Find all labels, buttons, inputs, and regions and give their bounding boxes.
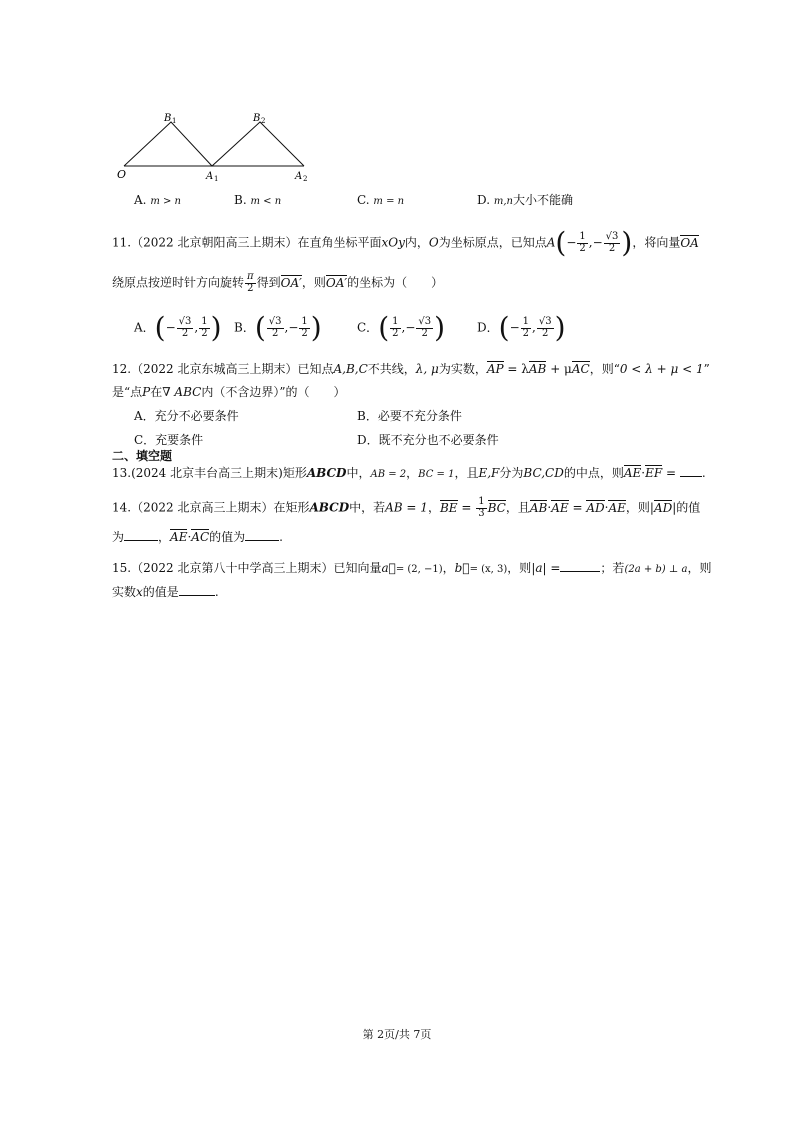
figure-lines <box>124 122 304 166</box>
label-b2-sub: 2 <box>261 117 266 125</box>
q15-source: （2022 北京第八十中学高三上期末） <box>131 561 334 575</box>
q13-line: 13.(2024 北京丰台高三上期末)矩形ABCD中，AB = 2，BC = 1，且E,F分为BC,CD的中点，则AE·EF = . <box>112 466 706 480</box>
label-a1-sub: 1 <box>214 175 219 183</box>
q10-option-d[interactable]: D. m,n大小不能确 <box>477 193 573 207</box>
label-b2: B <box>253 113 261 124</box>
q14-number: 14. <box>112 500 132 515</box>
q13-number: 13. <box>112 466 132 480</box>
q13-answer-blank[interactable] <box>680 465 702 477</box>
label-a2-sub: 2 <box>303 175 308 183</box>
q14-answer-blank-1[interactable] <box>124 529 158 541</box>
q14-source: （2022 北京高三上期末） <box>131 500 274 515</box>
label-o: O <box>117 168 127 181</box>
q13-source: (2024 北京丰台高三上期末) <box>131 466 283 480</box>
q11-line1: 11.（2022 北京朝阳高三上期末）在直角坐标平面xOy内，O为坐标原点，已知点A(− $\frac{1}{2}$ ,− $\frac{√3}{2}$ )，将向量OA <box>112 226 699 259</box>
q14-line2: 为 ，AE·AC的值为 . <box>112 530 283 544</box>
q11-number: 11. <box>112 235 132 250</box>
q10-option-c[interactable]: C. m = n <box>357 193 405 207</box>
q11-option-d[interactable]: D．(− $\frac{1}{2}$ , $\frac{√3}{2}$ ) <box>477 311 566 344</box>
q12-line1: 12.（2022 北京东城高三上期末）已知点A,B,C不共线，λ, μ为实数，AP = λAB + μAC，则“0 < λ + μ < 1” <box>112 362 710 376</box>
q12-source: （2022 北京东城高三上期末） <box>131 362 298 376</box>
q12-option-a[interactable]: A．充分不必要条件 <box>134 409 239 423</box>
q12-option-d[interactable]: D．既不充分也不必要条件 <box>357 433 499 447</box>
q10-option-b[interactable]: B. m < n <box>234 193 282 207</box>
label-b1: B <box>164 113 172 124</box>
triangle-figure <box>112 108 312 188</box>
q15-line2: 实数x的值是 . <box>112 585 219 599</box>
q15-answer-blank-1[interactable] <box>560 560 600 572</box>
page-footer: 第 2页/共 7页 <box>362 1028 432 1041</box>
q12-option-b[interactable]: B．必要不充分条件 <box>357 409 462 423</box>
q11-source: （2022 北京朝阳高三上期末） <box>131 235 298 250</box>
q15-answer-blank-2[interactable] <box>179 584 215 596</box>
label-a1: A <box>206 171 214 182</box>
section-fill-in-title: 二、填空题 <box>112 449 173 463</box>
q14-answer-blank-2[interactable] <box>245 529 279 541</box>
q11-line2: 绕原点按逆时针方向旋转 $\frac{\pi}{2}$ 得到OA′，则OA′的坐标为（ ） <box>112 271 444 294</box>
label-a2: A <box>295 171 303 182</box>
vector-oa: OA <box>680 235 699 250</box>
q11-option-c[interactable]: C．( $\frac{1}{2}$ ,− $\frac{√3}{2}$ ) <box>357 311 446 344</box>
q11-option-a[interactable]: A．(− $\frac{√3}{2}$ , $\frac{1}{2}$ ) <box>134 311 222 344</box>
q15-line1: 15.（2022 北京第八十中学高三上期末）已知向量a⃗= (2, −1)，b⃗= (x, 3)，则|a| = ；若(2a + b) ⊥ a，则 <box>112 561 712 575</box>
q12-number: 12. <box>112 362 132 376</box>
q15-number: 15. <box>112 561 132 575</box>
q11-option-b[interactable]: B．( $\frac{√3}{2}$ ,− $\frac{1}{2}$ ) <box>234 311 322 344</box>
q14-line1: 14.（2022 北京高三上期末）在矩形ABCD中，若AB = 1，BE = $\frac{1}{3}$ BC，且AB·AE = AD·AE，则|AD|的值 <box>112 496 701 519</box>
label-b1-sub: 1 <box>172 117 177 125</box>
q12-option-c[interactable]: C．充要条件 <box>134 433 204 447</box>
q10-option-a[interactable]: A. m > n <box>134 193 181 207</box>
q12-line2: 是“点P在∇ ABC内（不含边界）”的（ ） <box>112 385 346 399</box>
